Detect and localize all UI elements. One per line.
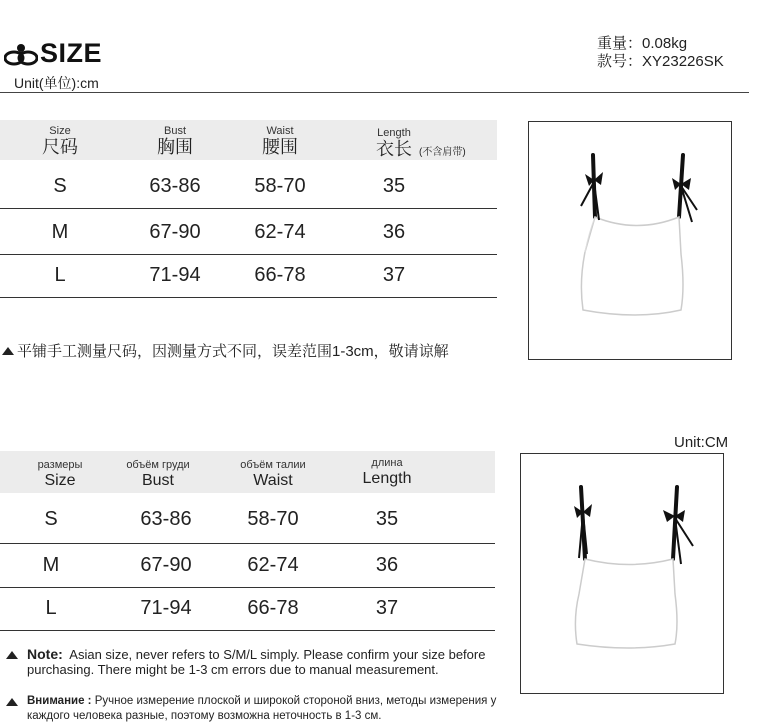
cell-size: L bbox=[54, 264, 66, 286]
cell-length: 37 bbox=[375, 597, 399, 619]
cell-bust: 71-94 bbox=[140, 597, 192, 619]
header-size: Size 尺码 bbox=[42, 125, 78, 157]
triangle-icon bbox=[6, 698, 18, 706]
page-title: SIZE bbox=[40, 38, 103, 68]
cell-size: S bbox=[53, 175, 67, 197]
table-row bbox=[0, 587, 495, 631]
cell-bust: 71-94 bbox=[149, 264, 201, 286]
header-divider bbox=[0, 92, 749, 93]
triangle-icon bbox=[2, 347, 14, 355]
product-meta bbox=[597, 35, 724, 71]
cell-bust: 63-86 bbox=[140, 508, 192, 530]
table-row bbox=[0, 208, 497, 255]
cami-top-illustration bbox=[529, 122, 731, 359]
table-row bbox=[0, 501, 495, 544]
cell-bust: 67-90 bbox=[140, 554, 192, 576]
unit-label-cn: Unit(单位):cm bbox=[14, 75, 99, 91]
table-row bbox=[0, 543, 495, 588]
product-image bbox=[520, 453, 724, 694]
cami-top-illustration bbox=[521, 454, 723, 693]
unit-label-cm: Unit:CM bbox=[674, 434, 729, 451]
measurement-note-cn: 平铺手工测量尺码，因测量方式不同，误差范围1-3cm，敬请谅解 bbox=[2, 340, 449, 361]
cell-waist: 66-78 bbox=[254, 264, 306, 286]
cell-size: M bbox=[42, 554, 60, 576]
cell-length: 36 bbox=[375, 554, 399, 576]
cell-length: 35 bbox=[375, 508, 399, 530]
cell-waist: 62-74 bbox=[247, 554, 299, 576]
table-row bbox=[0, 254, 497, 298]
cell-length: 36 bbox=[382, 221, 406, 243]
size-table-cn bbox=[0, 120, 497, 298]
header-bust: Bust 胸围 bbox=[157, 125, 193, 157]
weight-text: 重量：0.08kg bbox=[597, 35, 688, 52]
header-length: Length 衣长 (不含肩带) bbox=[376, 127, 466, 159]
note-text: Asian size, never refers to S/M/L simply. Please confirm your size before purchasing. There might be 1-3 cm errors due to manual measurement. bbox=[27, 647, 486, 677]
cell-waist: 58-70 bbox=[254, 175, 306, 197]
table-header bbox=[0, 451, 495, 493]
header-bust: объём груди Bust bbox=[126, 459, 190, 489]
table-row bbox=[0, 168, 497, 209]
product-image bbox=[528, 121, 732, 360]
cell-waist: 62-74 bbox=[254, 221, 306, 243]
note-text: Ручное измерение плоской и широкой стороной вниз, методы измерения у каждого человека разные, поэтому возможна неточность в 1-3 см. bbox=[27, 695, 497, 722]
header-waist: Waist 腰围 bbox=[262, 125, 298, 157]
cell-bust: 63-86 bbox=[149, 175, 201, 197]
logo-icon bbox=[4, 40, 38, 70]
cell-length: 37 bbox=[382, 264, 406, 286]
sku-text: 款号：XY23226SK bbox=[597, 53, 724, 70]
triangle-icon bbox=[6, 651, 18, 659]
note-label: Внимание : bbox=[27, 695, 92, 707]
cell-length: 35 bbox=[382, 175, 406, 197]
cell-size: L bbox=[45, 597, 57, 619]
header-length: длина Length bbox=[362, 457, 412, 487]
table-header bbox=[0, 120, 497, 160]
size-table-intl bbox=[0, 451, 497, 632]
cell-waist: 58-70 bbox=[247, 508, 299, 530]
cell-bust: 67-90 bbox=[149, 221, 201, 243]
cell-size: S bbox=[44, 508, 58, 530]
note-label: Note: bbox=[27, 646, 63, 662]
header-size: размеры Size bbox=[37, 459, 83, 489]
cell-size: M bbox=[51, 221, 69, 243]
header-waist: объём талии Waist bbox=[240, 459, 306, 489]
cell-waist: 66-78 bbox=[247, 597, 299, 619]
